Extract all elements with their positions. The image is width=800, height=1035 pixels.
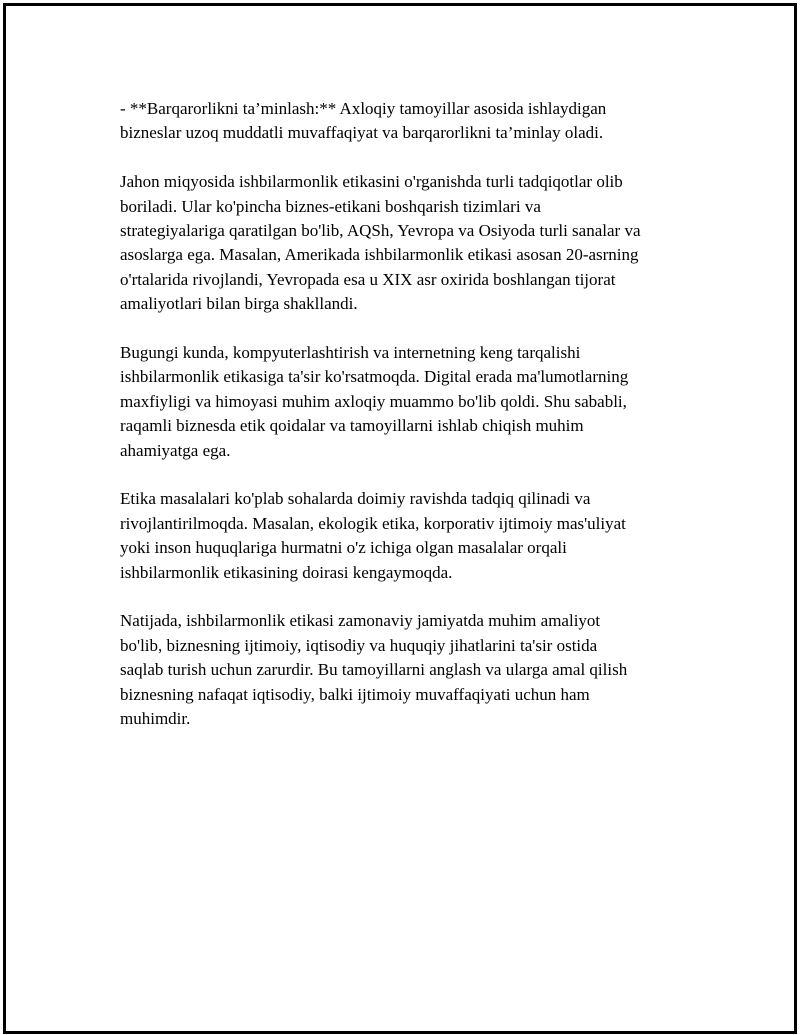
paragraph-digital-era: Bugungi kunda, kompyuterlashtirish va internetning keng tarqalishi ishbilarmonlik etikasiga ta'sir ko'rsatmoqda. Digital erada ma'lumotlarning maxfiyligi va himoyasi muhim axloqiy muammo bo'lib qoldi. Shu sababli, raqamli biznesda etik qoidalar va tamoyillarni ishlab chiqish muhim ahamiyatga ega. [120, 343, 629, 460]
document-page [3, 3, 797, 1034]
paragraph-sustainability-bullet: - **Barqarorlikni ta’minlash:** Axloqiy tamoyillar asosida ishlaydigan bizneslar uzoq muddatli muvaffaqiyat va barqarorlikni ta’minlay oladi. [120, 99, 607, 143]
document-body [120, 97, 680, 756]
paragraph-global-research: Jahon miqyosida ishbilarmonlik etikasini o'rganishda turli tadqiqotlar olib boriladi. Ular ko'pincha biznes-etikani boshqarish tizimlari va strategiyalariga qaratilgan bo'lib, AQSh, Yevropa va Osiyoda turli sanalar va asoslarga ega. Masalan, Amerikada ishbilarmonlik etikasi asosan 20-asrning o'rtalarida rivojlandi, Yevropada esa u XIX asr oxirida boshlangan tijorat amaliyotlari bilan birga shakllandi. [120, 172, 641, 314]
paragraph-conclusion: Natijada, ishbilarmonlik etikasi zamonaviy jamiyatda muhim amaliyot bo'lib, biznesning ijtimoiy, iqtisodiy va huquqiy jihatlarini ta'sir ostida saqlab turish uchun zarurdir. Bu tamoyillarni anglash va ularga amal qilish biznesning nafaqat iqtisodiy, balki ijtimoiy muvaffaqiyati uchun ham muhimdir. [120, 611, 628, 729]
paragraph-ethics-fields: Etika masalalari ko'plab sohalarda doimiy ravishda tadqiq qilinadi va rivojlantirilmoqda. Masalan, ekologik etika, korporativ ijtimoiy mas'uliyat yoki inson huquqlariga hurmatni o'z ichiga olgan masalalar orqali ishbilarmonlik etikasining doirasi kengaymoqda. [120, 489, 626, 582]
